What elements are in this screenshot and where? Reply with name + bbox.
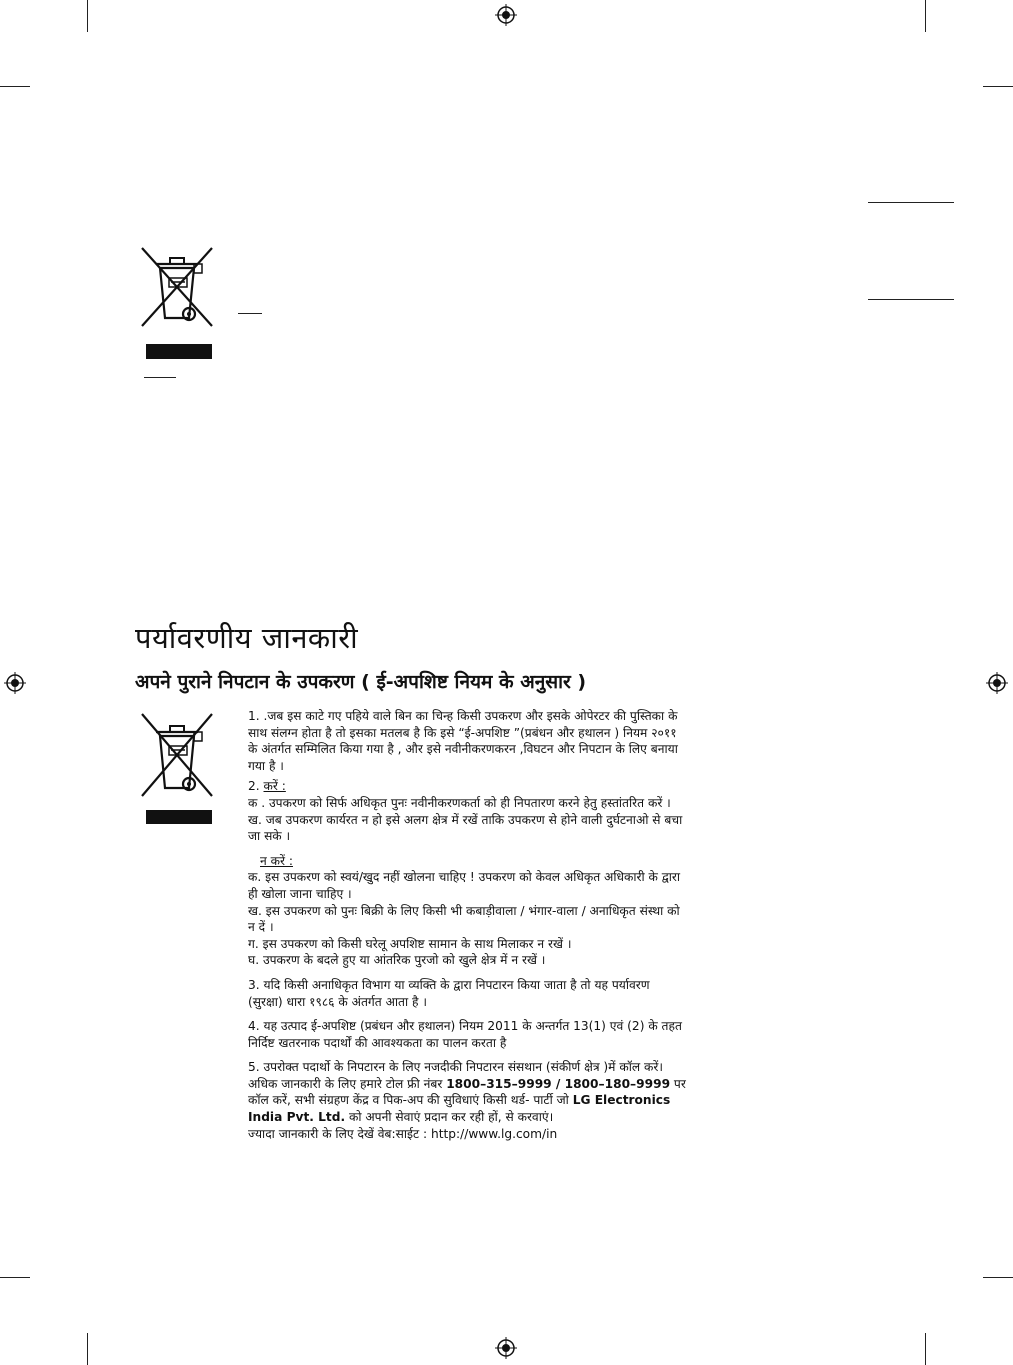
paragraph-4: 4. यह उत्पाद ई-अपशिष्ट (प्रबंधन और हथालन) नियम 2011 के अन्तर्गत 13(1) एवं (2) के तहत निर्दिष्ट खतरनाक पदार्थों की आवश्यकता का पालन करता है xyxy=(248,1019,682,1050)
crop-mark xyxy=(87,0,88,32)
donts-item-a: क. इस उपकरण को स्वयं/खुद नहीं खोलना चाहिए ! उपकरण को केवल अधिकृत अधिकारी के द्वारा ही खोला जाना चाहिए । xyxy=(248,870,681,901)
header-rule xyxy=(868,202,954,203)
underline-mark xyxy=(238,313,262,314)
crop-mark xyxy=(0,1277,30,1278)
crosshair-registration-icon xyxy=(495,4,517,26)
crop-mark xyxy=(925,0,926,32)
dos-label: करें : xyxy=(263,779,286,794)
crossed-out-wheelie-bin-icon xyxy=(138,710,216,798)
page-title: पर्यावरणीय जानकारी xyxy=(135,621,359,655)
donts-heading xyxy=(248,853,686,870)
header-rule xyxy=(868,299,954,300)
crossed-out-wheelie-bin-icon xyxy=(138,244,216,328)
company-name: LG Electronics India Pvt. Ltd. xyxy=(248,1093,671,1125)
donts-item-c: ग. इस उपकरण को किसी घरेलू अपशिष्ट सामान के साथ मिलाकर न रखें । xyxy=(248,936,572,951)
disposal-info-body xyxy=(248,708,686,1142)
crop-mark xyxy=(0,86,30,87)
dos-item-a: क . उपकरण को सिर्फ अधिकृत पुनः नवीनीकरणकर्ता को ही निपतारण करने हेतु हस्तांतरित करें । xyxy=(248,795,671,810)
underline-mark xyxy=(144,377,176,378)
paragraph-1: 1. .जब इस काटे गए पहिये वाले बिन का चिन्ह किसी उपकरण और इसके ओपेरटर की पुस्तिका के साथ संलग्न होता है तो इसका मतलब है कि इसे “ई-अपशिष्ट ”(प्रबंधन और हथालन ) नियम २०११ के अंतर्गत सम्मिलित किया गया है , और इसे नवीनीकरणकरन ,विघटन और निपटान के लिए बनाया गया है । xyxy=(248,709,678,773)
paragraph-5-text: को अपनी सेवाएं प्रदान कर रही हों, से करवाएं। xyxy=(345,1110,554,1125)
crop-mark xyxy=(87,1333,88,1365)
crosshair-registration-icon xyxy=(4,672,26,694)
dos-number: 2. xyxy=(248,779,264,794)
crop-mark xyxy=(983,1277,1013,1278)
crosshair-registration-icon xyxy=(495,1337,517,1359)
paragraph-5-text: पर कॉल करें, सभी संग्रहण केंद्र व पिक-अप की सुविधाएं किसी थर्ड- पार्टी जो xyxy=(248,1076,686,1108)
weee-black-bar xyxy=(146,810,212,824)
section-subtitle: अपने पुराने निपटान के उपकरण ( ई-अपशिष्ट नियम के अनुसार ) xyxy=(135,671,587,693)
donts-item-d: घ. उपकरण के बदले हुए या आंतरिक पुरजो को खुले क्षेत्र में न रखें । xyxy=(248,953,546,968)
weee-black-bar xyxy=(146,344,212,359)
donts-item-b: ख. इस उपकरण को पुनः बिक्री के लिए किसी भी कबाड़ीवाला / भंगार-वाला / अनाधिकृत संस्था को न दें । xyxy=(248,903,680,935)
paragraph-3: 3. यदि किसी अनाधिकृत विभाग या व्यक्ति के द्वारा निपटारन किया जाता है तो यह पर्यावरण (सुरक्षा) धारा १९८६ के अंतर्गत आता है । xyxy=(248,977,650,1009)
donts-label: न करें : xyxy=(260,853,293,868)
paragraph-5-text: 5. उपरोक्त पदार्थो के निपटारन के लिए नजदीकी निपटारन संसथान (संकीर्ण क्षेत्र )में कॉल करें। अधिक जानकारी के लिए हमारे टोल फ्री नंबर xyxy=(248,1060,663,1091)
crop-mark xyxy=(925,1333,926,1365)
dos-heading xyxy=(248,778,686,795)
dos-item-b: ख. जब उपकरण कार्यरत न हो इसे अलग क्षेत्र में रखें ताकि उपकरण से होने वाली दुर्घटनाओ से बचा जा सके । xyxy=(248,812,683,844)
crosshair-registration-icon xyxy=(986,672,1008,694)
crop-mark xyxy=(983,86,1013,87)
website-line: ज्यादा जानकारी के लिए देखें वेब:साईट : http://www.lg.com/in xyxy=(248,1126,558,1141)
paragraph-5 xyxy=(248,1059,686,1125)
toll-free-numbers: 1800–315–9999 / 1800–180–9999 xyxy=(446,1076,671,1091)
